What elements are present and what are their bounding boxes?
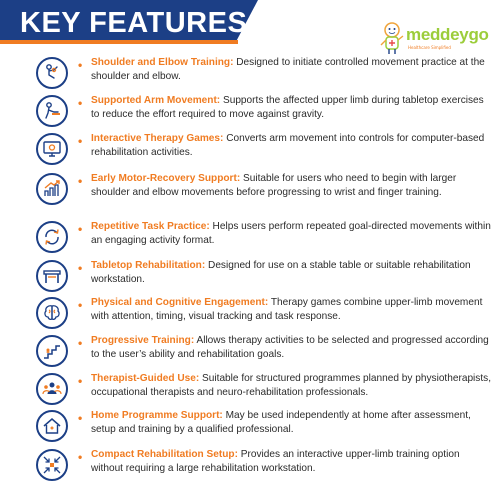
feature-item xyxy=(0,218,500,256)
feature-text xyxy=(91,220,491,249)
feature-text xyxy=(91,334,491,363)
feature-description: Supports the affected upper limb during tabletop exercises to reduce the effort required to move against gravity. xyxy=(91,95,484,121)
brand-name: meddeygo xyxy=(406,25,489,44)
brand-logo xyxy=(378,20,488,56)
feature-item xyxy=(0,170,500,208)
feature-label: Physical and Cognitive Engagement: xyxy=(91,297,269,308)
feature-label: Therapist-Guided Use: xyxy=(91,373,200,384)
mascot-icon xyxy=(378,20,406,56)
feature-description: Converts arm movement into controls for computer-based rehabilitation activities. xyxy=(91,133,485,159)
feature-text xyxy=(91,259,491,288)
bullet-dot: • xyxy=(78,222,83,236)
feature-description: Provides an interactive upper-limb training option without requiring a large rehabilitation workstation. xyxy=(91,449,460,475)
feature-text xyxy=(91,94,491,123)
stairs-progress-icon xyxy=(36,335,68,367)
bullet-dot: • xyxy=(78,298,83,312)
feature-label: Progressive Training: xyxy=(91,335,195,346)
feature-item xyxy=(0,332,500,370)
feature-item xyxy=(0,92,500,130)
feature-description: May be used independently at home after assessment, setup and training by a qualified professional. xyxy=(91,410,471,436)
feature-label: Shoulder and Elbow Training: xyxy=(91,57,234,68)
feature-text xyxy=(91,409,491,438)
feature-item xyxy=(0,407,500,445)
feature-item xyxy=(0,446,500,484)
bullet-dot: • xyxy=(78,411,83,425)
bullet-dot: • xyxy=(78,261,83,275)
bullet-dot: • xyxy=(78,336,83,350)
feature-item xyxy=(0,370,500,408)
feature-item xyxy=(0,130,500,168)
feature-text xyxy=(91,448,491,477)
feature-label: Repetitive Task Practice: xyxy=(91,221,210,232)
feature-text xyxy=(91,172,491,201)
feature-text xyxy=(91,132,491,161)
bullet-dot: • xyxy=(78,450,83,464)
feature-label: Compact Rehabilitation Setup: xyxy=(91,449,238,460)
therapist-group-icon xyxy=(36,373,68,405)
feature-description: Allows therapy activities to be selected and progressed according to the user’s ability and rehabilitation goals. xyxy=(91,335,489,361)
feature-item xyxy=(0,257,500,295)
feature-description: Designed to initiate controlled movement practice at the shoulder and elbow. xyxy=(91,57,485,83)
feature-label: Supported Arm Movement: xyxy=(91,95,221,106)
brain-icon xyxy=(36,297,68,329)
feature-item xyxy=(0,294,500,332)
growth-chart-icon xyxy=(36,173,68,205)
bullet-dot: • xyxy=(78,96,83,110)
feature-description: Suitable for users who need to begin with larger shoulder and elbow movements before progressing to wrist and finger training. xyxy=(91,173,457,199)
bullet-dot: • xyxy=(78,58,83,72)
page-title: KEY FEATURES xyxy=(20,7,248,39)
header-accent-line xyxy=(0,40,238,44)
table-icon xyxy=(36,260,68,292)
feature-label: Home Programme Support: xyxy=(91,410,223,421)
feature-text xyxy=(91,372,491,401)
bullet-dot: • xyxy=(78,174,83,188)
arm-support-icon xyxy=(36,95,68,127)
repeat-cycle-icon xyxy=(36,221,68,253)
compact-arrows-icon xyxy=(36,449,68,481)
bullet-dot: • xyxy=(78,134,83,148)
brand-tagline: Healthcare Simplified xyxy=(408,45,451,50)
feature-item xyxy=(0,54,500,92)
feature-description: Suitable for structured programmes planned by physiotherapists, occupational therapists and neuro-rehabilitation professionals. xyxy=(91,373,491,399)
feature-text xyxy=(91,296,491,325)
feature-description: Helps users perform repeated goal-directed movements within an engaging activity format. xyxy=(91,221,491,247)
feature-description: Therapy games combine upper-limb movement with attention, timing, visual tracking and task response. xyxy=(91,297,483,323)
monitor-game-icon xyxy=(36,133,68,165)
feature-text xyxy=(91,56,491,85)
home-icon xyxy=(36,410,68,442)
feature-label: Early Motor-Recovery Support: xyxy=(91,173,241,184)
feature-description: Designed for use on a stable table or suitable rehabilitation workstation. xyxy=(91,260,471,286)
bullet-dot: • xyxy=(78,374,83,388)
feature-label: Tabletop Rehabilitation: xyxy=(91,260,206,271)
shoulder-elbow-icon xyxy=(36,57,68,89)
feature-label: Interactive Therapy Games: xyxy=(91,133,224,144)
